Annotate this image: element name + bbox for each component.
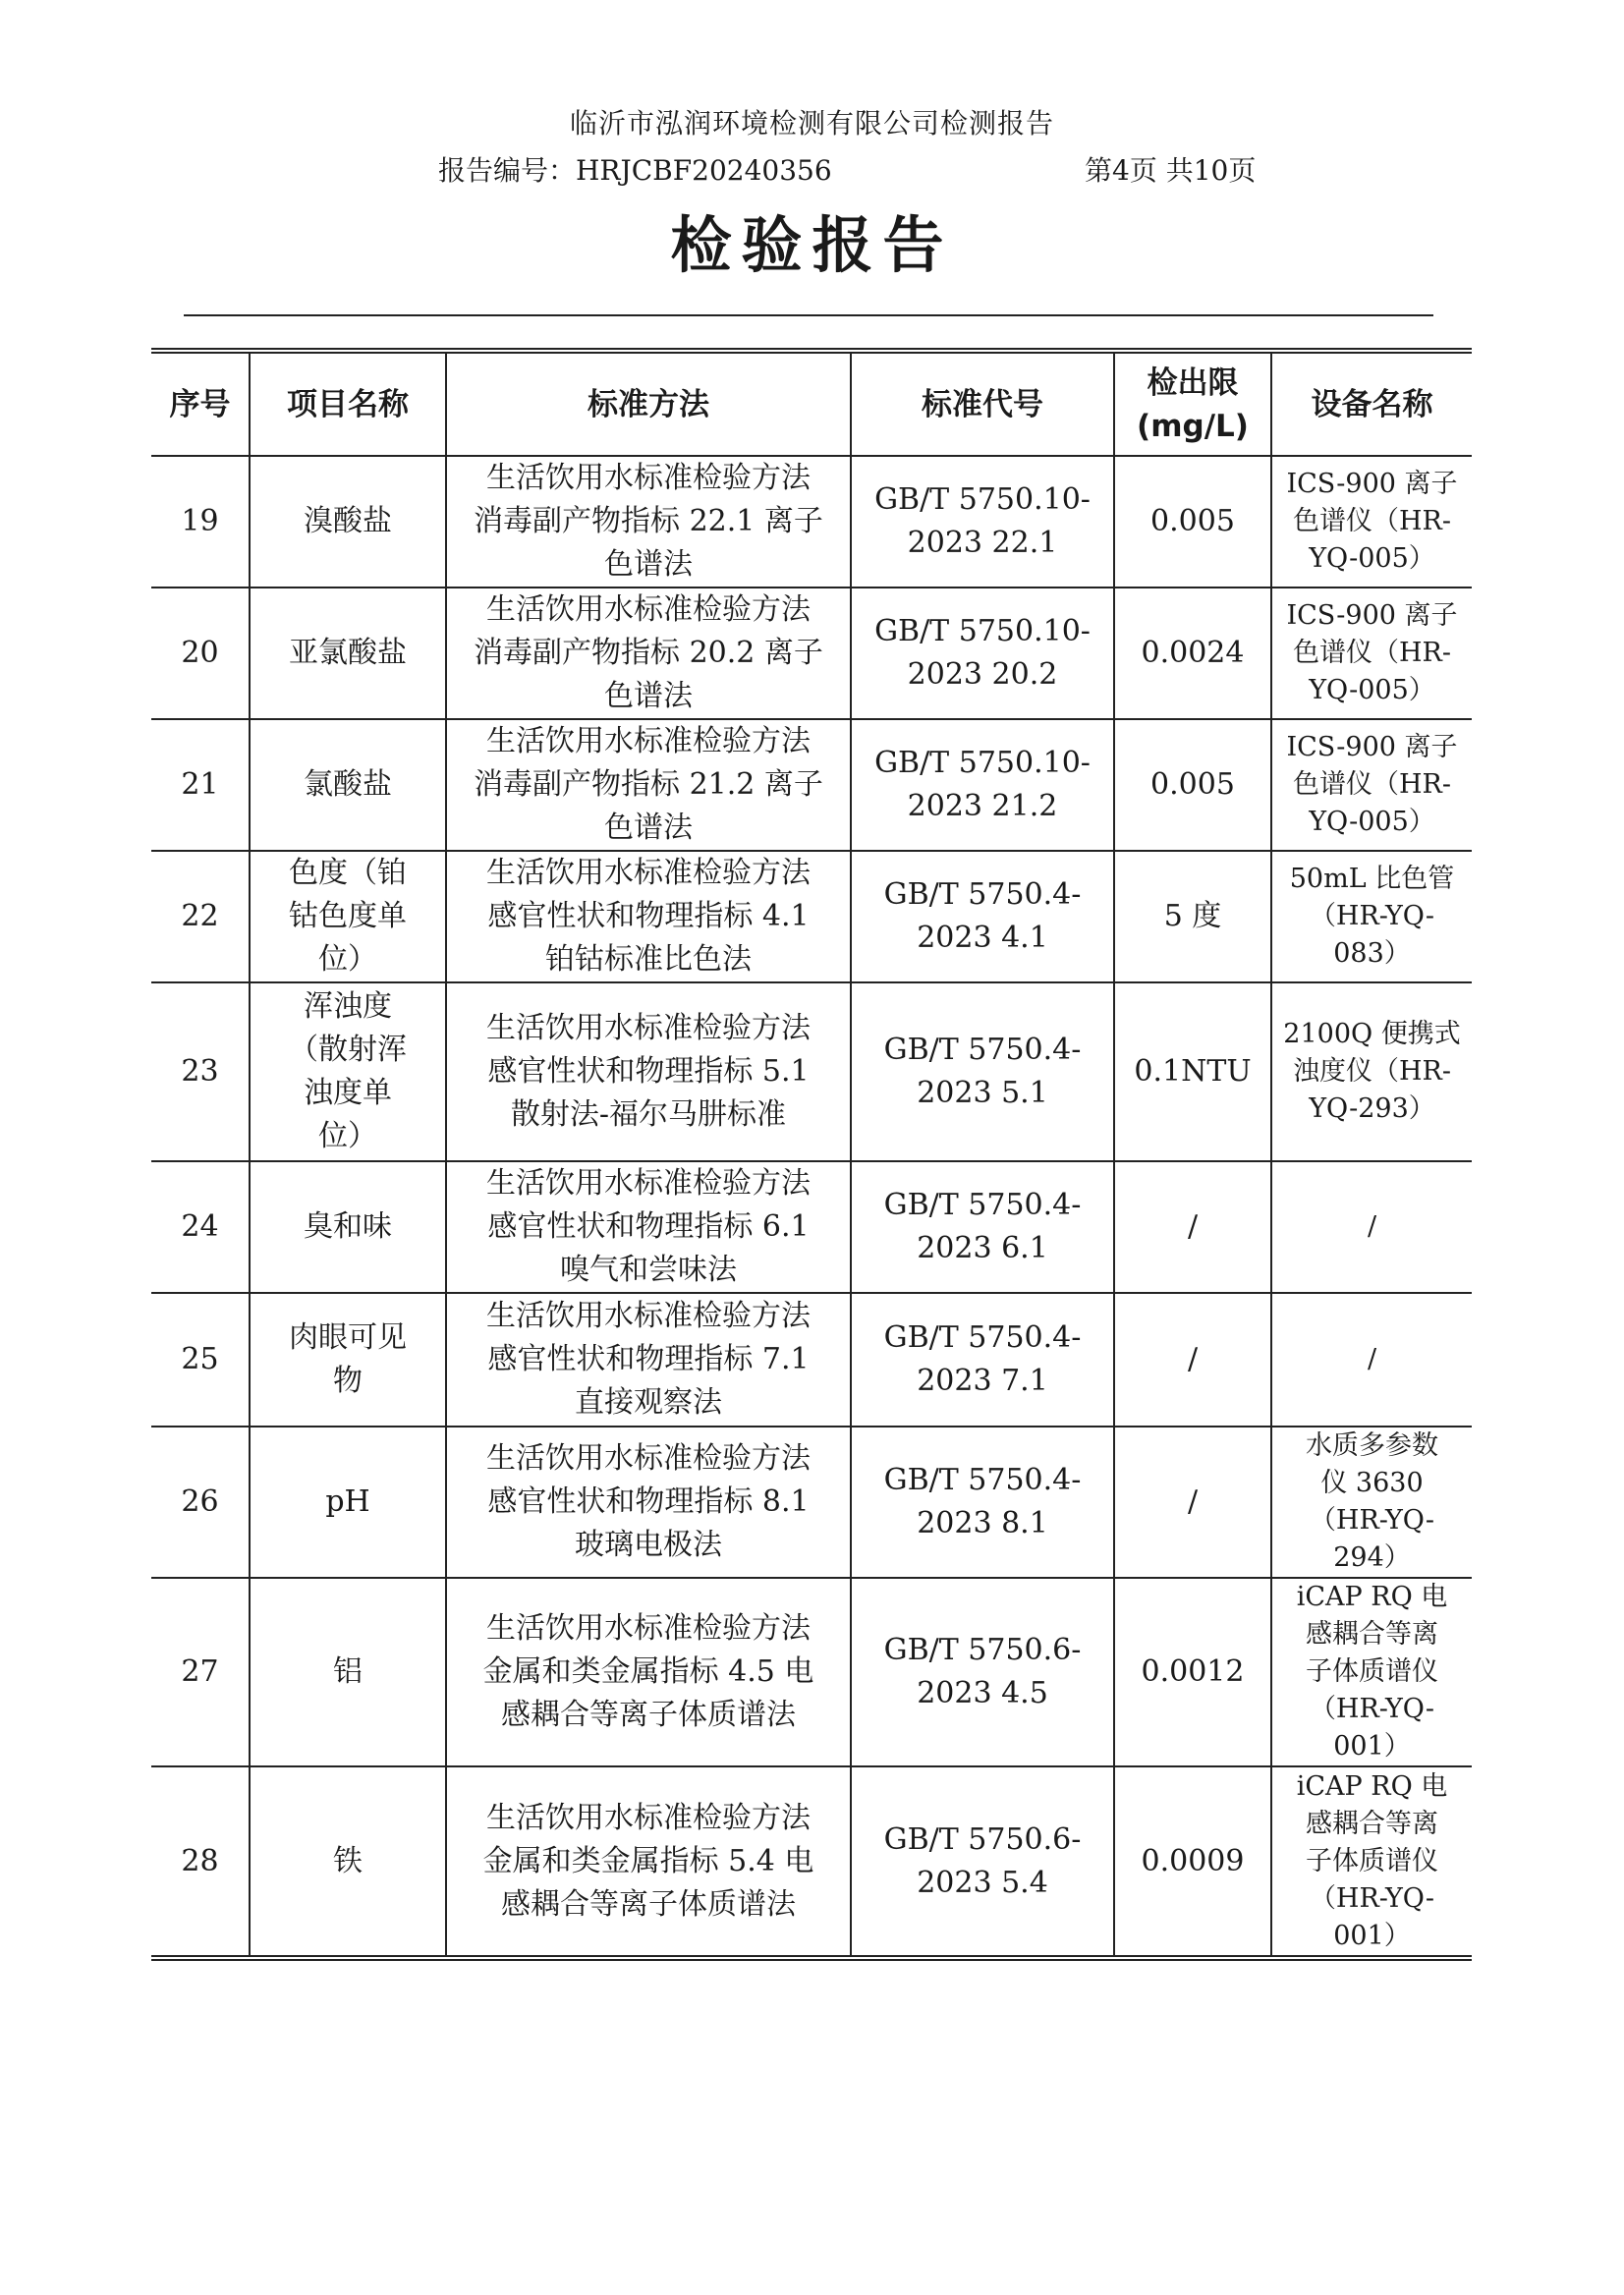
- col-header-equipment: 设备名称: [1271, 354, 1472, 456]
- standard-code: GB/T 5750.4- 2023 6.1: [851, 1161, 1114, 1293]
- detection-limit: 5 度: [1114, 851, 1271, 982]
- standard-code: GB/T 5750.4- 2023 5.1: [851, 982, 1114, 1161]
- item-name: 浑浊度 （散射浑 浊度单 位）: [250, 982, 446, 1161]
- standard-method: 生活饮用水标准检验方法 感官性状和物理指标 6.1 嗅气和尝味法: [446, 1161, 851, 1293]
- standard-method: 生活饮用水标准检验方法 感官性状和物理指标 5.1 散射法-福尔马肼标准: [446, 982, 851, 1161]
- item-name: 臭和味: [250, 1161, 446, 1293]
- standard-method: 生活饮用水标准检验方法 金属和类金属指标 5.4 电 感耦合等离子体质谱法: [446, 1766, 851, 1955]
- table-row: [151, 588, 1472, 719]
- row-number: 25: [151, 1293, 250, 1427]
- table-row: [151, 719, 1472, 851]
- detection-limit: 0.005: [1114, 456, 1271, 588]
- table-row: [151, 1161, 1472, 1293]
- table-row: [151, 1578, 1472, 1766]
- item-name: pH: [250, 1427, 446, 1578]
- detection-limit: 0.1NTU: [1114, 982, 1271, 1161]
- col-header-item: 项目名称: [250, 354, 446, 456]
- document-title: 检验报告: [670, 209, 954, 281]
- col-header-code: 标准代号: [851, 354, 1114, 456]
- row-number: 27: [151, 1578, 250, 1766]
- equipment-name: ICS-900 离子 色谱仪（HR- YQ-005）: [1271, 456, 1472, 588]
- table-row: [151, 456, 1472, 588]
- row-number: 20: [151, 588, 250, 719]
- item-name: 铁: [250, 1766, 446, 1955]
- equipment-name: 水质多参数 仪 3630 （HR-YQ- 294）: [1271, 1427, 1472, 1578]
- item-name: 肉眼可见 物: [250, 1293, 446, 1427]
- equipment-name: /: [1271, 1161, 1472, 1293]
- standard-code: GB/T 5750.4- 2023 7.1: [851, 1293, 1114, 1427]
- row-number: 19: [151, 456, 250, 588]
- detection-limit: 0.005: [1114, 719, 1271, 851]
- equipment-name: /: [1271, 1293, 1472, 1427]
- col-header-method: 标准方法: [446, 354, 851, 456]
- item-name: 溴酸盐: [250, 456, 446, 588]
- row-number: 26: [151, 1427, 250, 1578]
- equipment-name: ICS-900 离子 色谱仪（HR- YQ-005）: [1271, 588, 1472, 719]
- standard-method: 生活饮用水标准检验方法 感官性状和物理指标 8.1 玻璃电极法: [446, 1427, 851, 1578]
- header-divider: [184, 314, 1433, 316]
- row-number: 21: [151, 719, 250, 851]
- table-row: [151, 1293, 1472, 1427]
- item-name: 色度（铂 钴色度单 位）: [250, 851, 446, 982]
- equipment-name: 2100Q 便携式 浊度仪（HR- YQ-293）: [1271, 982, 1472, 1161]
- table-row: [151, 1427, 1472, 1578]
- equipment-name: ICS-900 离子 色谱仪（HR- YQ-005）: [1271, 719, 1472, 851]
- standard-method: 生活饮用水标准检验方法 金属和类金属指标 4.5 电 感耦合等离子体质谱法: [446, 1578, 851, 1766]
- standard-code: GB/T 5750.4- 2023 4.1: [851, 851, 1114, 982]
- equipment-name: 50mL 比色管 （HR-YQ- 083）: [1271, 851, 1472, 982]
- equipment-name: iCAP RQ 电 感耦合等离 子体质谱仪 （HR-YQ- 001）: [1271, 1578, 1472, 1766]
- standard-code: GB/T 5750.10- 2023 21.2: [851, 719, 1114, 851]
- company-report-header: 临沂市泓润环境检测有限公司检测报告: [569, 107, 1054, 140]
- row-number: 23: [151, 982, 250, 1161]
- table-row: [151, 851, 1472, 982]
- standard-method: 生活饮用水标准检验方法 感官性状和物理指标 4.1 铂钴标准比色法: [446, 851, 851, 982]
- table-header-row: [151, 354, 1472, 456]
- standard-method: 生活饮用水标准检验方法 消毒副产物指标 20.2 离子 色谱法: [446, 588, 851, 719]
- standard-code: GB/T 5750.10- 2023 22.1: [851, 456, 1114, 588]
- item-name: 亚氯酸盐: [250, 588, 446, 719]
- report-number: 报告编号：HRJCBF20240356: [438, 154, 832, 187]
- standard-code: GB/T 5750.4- 2023 8.1: [851, 1427, 1114, 1578]
- standard-code: GB/T 5750.6- 2023 4.5: [851, 1578, 1114, 1766]
- detection-limit: 0.0012: [1114, 1578, 1271, 1766]
- inspection-table: [151, 354, 1472, 1955]
- detection-limit: /: [1114, 1293, 1271, 1427]
- table-row: [151, 982, 1472, 1161]
- detection-limit: 0.0024: [1114, 588, 1271, 719]
- col-header-limit: 检出限 (mg/L): [1114, 354, 1271, 456]
- page-indicator: 第4页 共10页: [1085, 154, 1257, 187]
- standard-method: 生活饮用水标准检验方法 感官性状和物理指标 7.1 直接观察法: [446, 1293, 851, 1427]
- detection-limit: /: [1114, 1161, 1271, 1293]
- standard-method: 生活饮用水标准检验方法 消毒副产物指标 22.1 离子 色谱法: [446, 456, 851, 588]
- row-number: 22: [151, 851, 250, 982]
- item-name: 铝: [250, 1578, 446, 1766]
- row-number: 28: [151, 1766, 250, 1955]
- col-header-no: 序号: [151, 354, 250, 456]
- item-name: 氯酸盐: [250, 719, 446, 851]
- standard-code: GB/T 5750.6- 2023 5.4: [851, 1766, 1114, 1955]
- standard-method: 生活饮用水标准检验方法 消毒副产物指标 21.2 离子 色谱法: [446, 719, 851, 851]
- detection-limit: /: [1114, 1427, 1271, 1578]
- inspection-table-frame: [151, 348, 1472, 1961]
- equipment-name: iCAP RQ 电 感耦合等离 子体质谱仪 （HR-YQ- 001）: [1271, 1766, 1472, 1955]
- row-number: 24: [151, 1161, 250, 1293]
- detection-limit: 0.0009: [1114, 1766, 1271, 1955]
- table-row: [151, 1766, 1472, 1955]
- standard-code: GB/T 5750.10- 2023 20.2: [851, 588, 1114, 719]
